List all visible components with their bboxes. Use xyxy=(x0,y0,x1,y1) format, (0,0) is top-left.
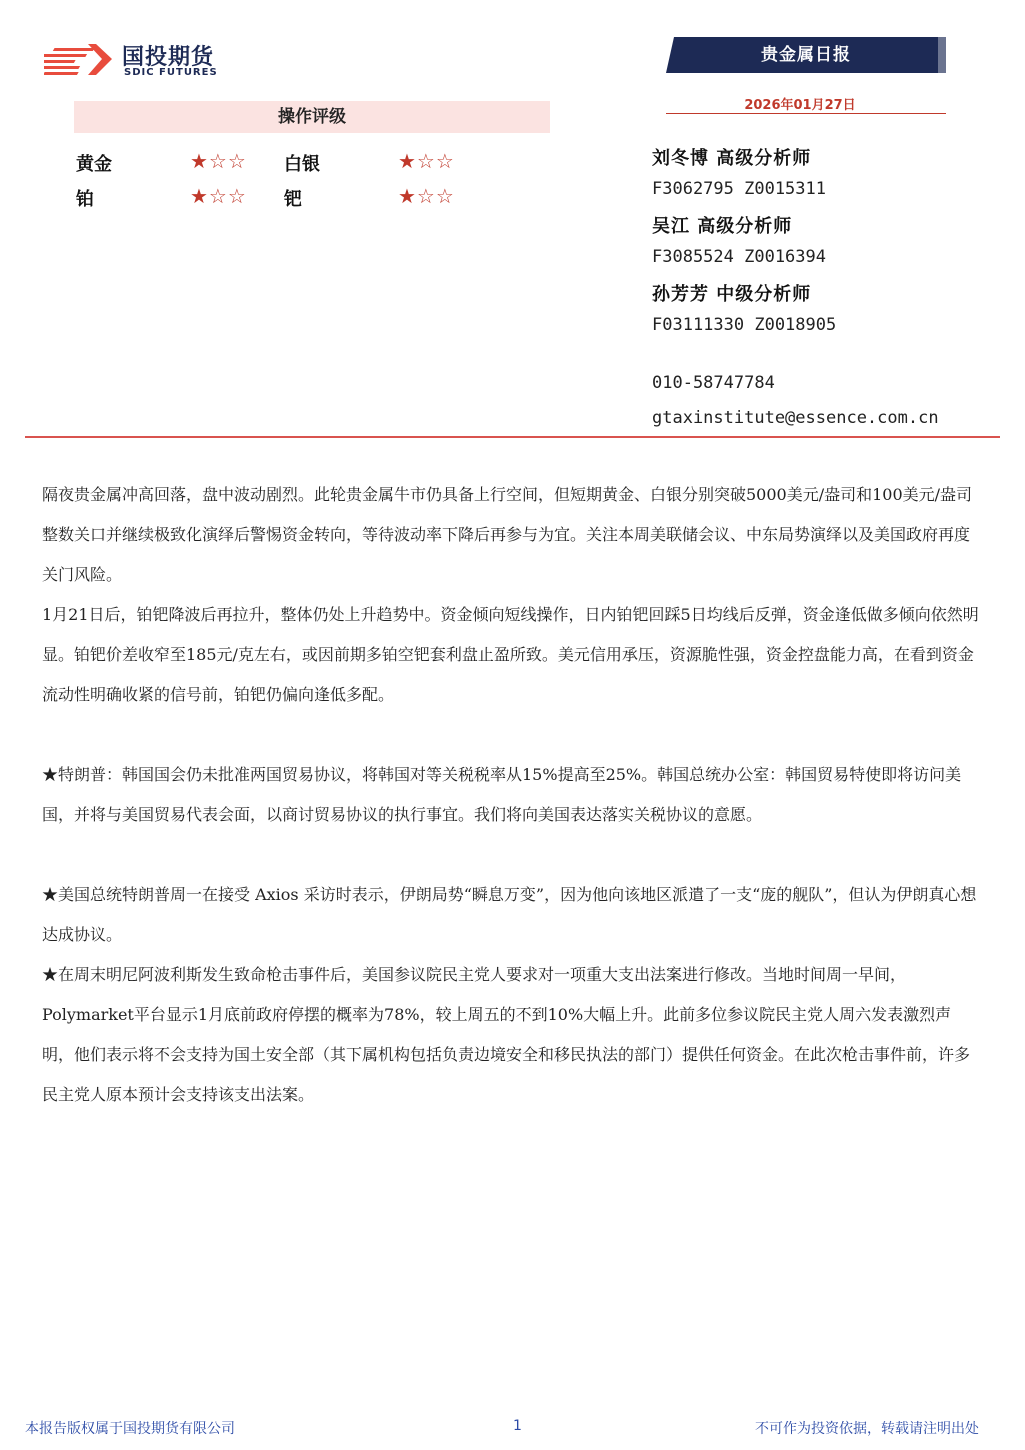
analyst-name: 孙芳芳 中级分析师 xyxy=(652,284,812,305)
rating-stars-gold: ★☆☆ xyxy=(190,149,247,173)
logo-english-text: SDIC FUTURES xyxy=(124,67,218,78)
rating-stars-palladium: ★☆☆ xyxy=(398,184,455,208)
date-underline xyxy=(666,113,946,114)
section-divider xyxy=(25,436,1000,438)
footer-page-number: 1 xyxy=(513,1418,522,1434)
company-logo xyxy=(44,40,244,80)
news-item: ★特朗普：韩国国会仍未批准两国贸易协议，将韩国对等关税税率从15%提高至25%。韩国总统办公室：韩国贸易特使即将访问美国，并将与美国贸易代表会面，以商讨贸易协议的执行事宜。我们将向美国表达落实关税协议的意愿。 xyxy=(42,765,962,824)
analyst-license-id: F3062795 Z0015311 xyxy=(652,179,826,199)
rating-title: 操作评级 xyxy=(74,101,550,133)
analyst-license-id: F03111330 Z0018905 xyxy=(652,315,837,335)
news-item: ★美国总统特朗普周一在接受 Axios 采访时表示，伊朗局势“瞬息万变”，因为他向该地区派遣了一支“庞的舰队”，但认为伊朗真心想达成协议。 xyxy=(42,885,977,944)
rating-metal-gold: 黄金 xyxy=(76,154,112,175)
footer-copyright: 本报告版权属于国投期货有限公司 xyxy=(25,1421,235,1437)
rating-metal-palladium: 钯 xyxy=(284,189,302,210)
rating-stars-platinum: ★☆☆ xyxy=(190,184,247,208)
report-date: 2026年01月27日 xyxy=(744,98,856,113)
news-item: ★在周末明尼阿波利斯发生致命枪击事件后，美国参议院民主党人要求对一项重大支出法案进行修改。当地时间周一早间，Polymarket平台显示1月底前政府停摆的概率为78%，较上周五的不到10%大幅上升。此前多位参议院民主党人周六发表激烈声明，他们表示将不会支持为国土安全部（其下属机构包括负责边境安全和移民执法的部门）提供任何资金。在此次枪击事件前，许多民主党人原本预计会支持该支出法案。 xyxy=(42,965,971,1104)
contact-email[interactable]: gtaxinstitute@essence.com.cn xyxy=(652,408,939,428)
analysis-paragraph-platinum-palladium: 1月21日后，铂钯降波后再拉升，整体仍处上升趋势中。资金倾向短线操作，日内铂钯回踩5日均线后反弹，资金逢低做多倾向依然明显。铂钯价差收窄至185元/克左右，或因前期多铂空钯套利盘止盈所致。美元信用承压，资源脆性强，资金控盘能力高，在看到资金流动性明确收紧的信号前，铂钯仍偏向逢低多配。 xyxy=(42,605,979,704)
logo-chinese-text: 国投期货 xyxy=(122,45,215,70)
analyst-license-id: F3085524 Z0016394 xyxy=(652,247,826,267)
contact-phone: 010-58747784 xyxy=(652,373,775,393)
analyst-name: 刘冬博 高级分析师 xyxy=(652,148,812,169)
report-type-title: 贵金属日报 xyxy=(761,45,851,65)
logo-mark-icon xyxy=(44,42,114,76)
analyst-name: 吴江 高级分析师 xyxy=(652,216,793,237)
analysis-paragraph-precious-metals: 隔夜贵金属冲高回落，盘中波动剧烈。此轮贵金属牛市仍具备上行空间，但短期黄金、白银分别突破5000美元/盎司和100美元/盎司整数关口并继续极致化演绎后警惕资金转向，等待波动率下降后再参与为宜。关注本周美联储会议、中东局势演绎以及美国政府再度关门风险。 xyxy=(42,485,973,584)
rating-metal-silver: 白银 xyxy=(284,154,320,175)
rating-stars-silver: ★☆☆ xyxy=(398,149,455,173)
footer-disclaimer: 不可作为投资依据，转载请注明出处 xyxy=(755,1421,979,1437)
rating-metal-platinum: 铂 xyxy=(76,189,94,210)
report-type-banner xyxy=(666,37,946,73)
